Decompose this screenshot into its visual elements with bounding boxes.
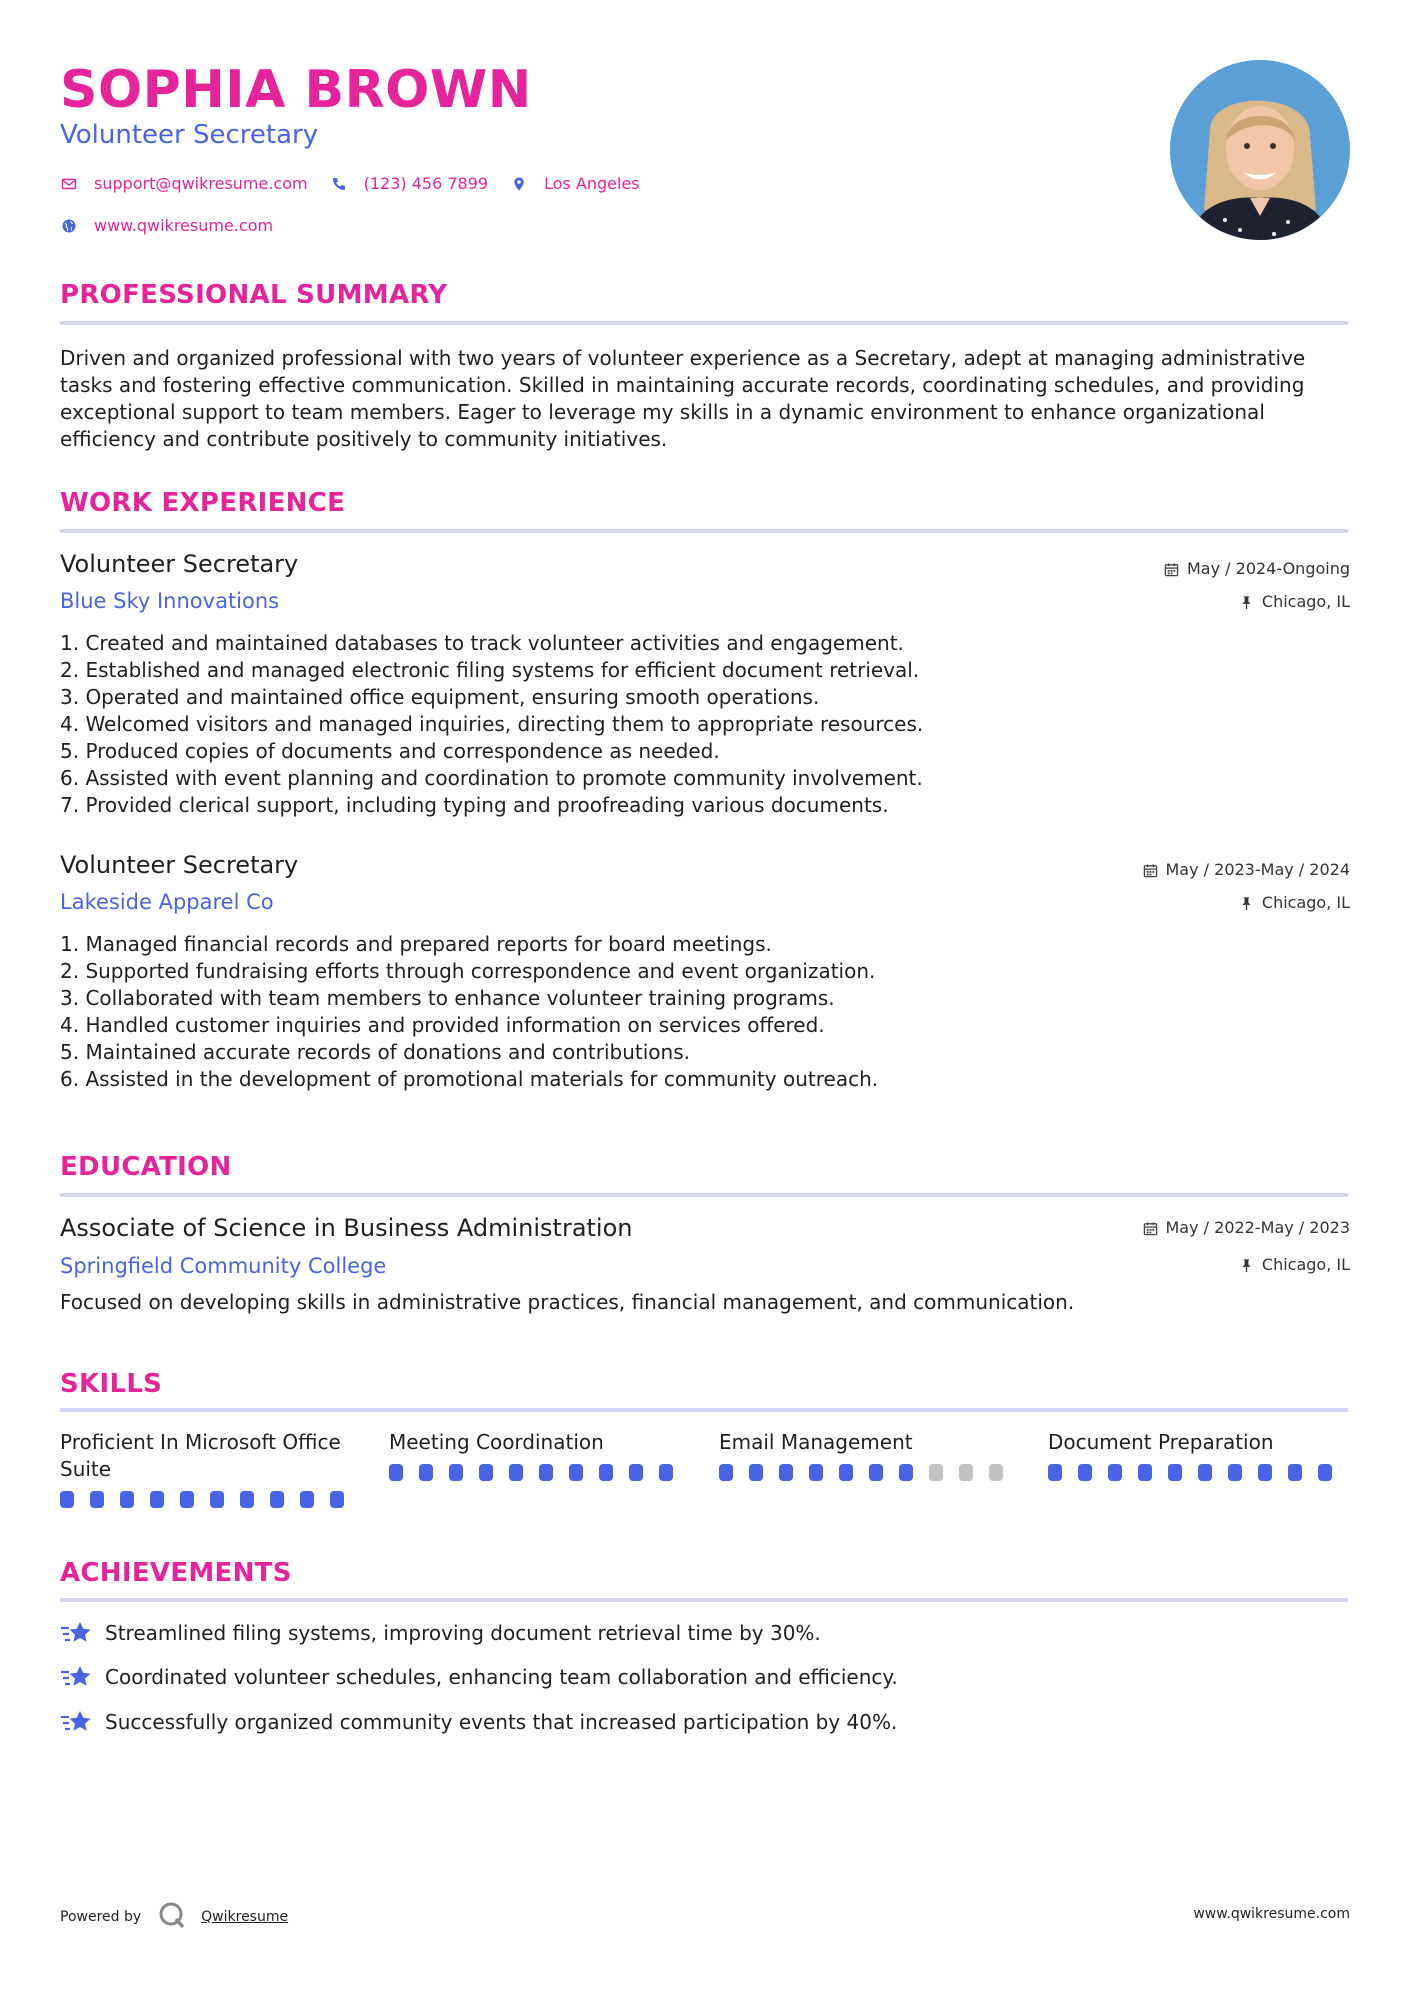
list-item: 5. Maintained accurate records of donations and contributions. xyxy=(60,1040,690,1064)
skill-level-dot xyxy=(1258,1464,1272,1481)
skill-level-dot xyxy=(509,1464,523,1481)
skill-level-dot xyxy=(1288,1464,1302,1481)
skill-name: Proficient In Microsoft Office Suite xyxy=(60,1430,341,1481)
achievement-item xyxy=(60,1663,898,1691)
pushpin-icon xyxy=(1239,896,1254,911)
contact-phone[interactable] xyxy=(330,174,488,193)
skill-level-dot xyxy=(569,1464,583,1481)
achievements-rule xyxy=(60,1598,1348,1602)
list-item: 3. Collaborated with team members to enhance volunteer training programs. xyxy=(60,986,835,1010)
qwikresume-logo-icon xyxy=(157,1900,187,1934)
list-item: 6. Assisted in the development of promotional materials for community outreach. xyxy=(60,1067,879,1091)
skill-level-dot xyxy=(479,1464,493,1481)
list-item: 4. Welcomed visitors and managed inquiries, directing them to appropriate resources. xyxy=(60,712,924,736)
achievement-text: Coordinated volunteer schedules, enhancing team collaboration and efficiency. xyxy=(105,1664,898,1689)
contact-row-2 xyxy=(60,216,295,235)
skill-level-dot xyxy=(240,1491,254,1508)
skill-level-dot xyxy=(599,1464,613,1481)
calendar-icon xyxy=(1143,863,1158,878)
calendar-icon xyxy=(1164,562,1179,577)
job-company: Blue Sky Innovations xyxy=(60,589,280,613)
calendar-icon xyxy=(1143,1221,1158,1236)
star-icon xyxy=(60,1663,92,1691)
contact-location xyxy=(510,174,640,193)
skill-level-meter xyxy=(389,1464,689,1481)
skill-level-dot xyxy=(90,1491,104,1508)
list-item: 2. Supported fundraising efforts through correspondence and event organization. xyxy=(60,959,876,983)
job-location xyxy=(1239,892,1350,914)
contact-row xyxy=(60,174,662,193)
skill-level-dot xyxy=(1228,1464,1242,1481)
skill-level-dot xyxy=(1048,1464,1062,1481)
job-bullets xyxy=(60,630,1160,819)
powered-by-text: Powered by xyxy=(60,1909,142,1925)
skill-name: Document Preparation xyxy=(1048,1430,1274,1454)
job-location-text: Chicago, IL xyxy=(1261,893,1350,912)
list-item: 6. Assisted with event planning and coordination to promote community involvement. xyxy=(60,766,923,790)
star-icon xyxy=(60,1619,92,1647)
location-text: Los Angeles xyxy=(544,174,640,193)
contact-website[interactable] xyxy=(60,216,273,235)
education-location-text: Chicago, IL xyxy=(1261,1255,1350,1274)
email-text: support@qwikresume.com xyxy=(94,174,308,193)
job-title: Volunteer Secretary xyxy=(60,851,299,879)
list-item: 3. Operated and maintained office equipment, ensuring smooth operations. xyxy=(60,685,820,709)
achievement-item xyxy=(60,1619,821,1647)
education-school: Springfield Community College xyxy=(60,1254,387,1278)
envelope-icon xyxy=(60,175,78,193)
skill-level-dot xyxy=(539,1464,553,1481)
skill-level-dot xyxy=(389,1464,403,1481)
summary-title: PROFESSIONAL SUMMARY xyxy=(60,280,448,310)
skill-level-dot xyxy=(629,1464,643,1481)
skill-level-dot xyxy=(1138,1464,1152,1481)
skill-level-dot xyxy=(120,1491,134,1508)
qwikresume-link[interactable]: Qwikresume xyxy=(201,1909,289,1925)
education-degree: Associate of Science in Business Administration xyxy=(60,1214,633,1242)
skill-level-dot xyxy=(60,1491,74,1508)
education-description: Focused on developing skills in administrative practices, financial management, and communication. xyxy=(60,1290,1075,1314)
list-item: 5. Produced copies of documents and correspondence as needed. xyxy=(60,739,720,763)
job-company: Lakeside Apparel Co xyxy=(60,890,274,914)
skill-level-dot xyxy=(419,1464,433,1481)
job-title: Volunteer Secretary xyxy=(60,550,299,578)
achievement-text: Successfully organized community events that increased participation by 40%. xyxy=(105,1709,898,1734)
footer-website[interactable]: www.qwikresume.com xyxy=(1193,1906,1350,1922)
pushpin-icon xyxy=(1239,595,1254,610)
list-item: 2. Established and managed electronic filing systems for efficient document retrieval. xyxy=(60,658,920,682)
skill-level-dot xyxy=(1078,1464,1092,1481)
skill-level-dot xyxy=(749,1464,763,1481)
list-item: 4. Handled customer inquiries and provided information on services offered. xyxy=(60,1013,825,1037)
phone-text: (123) 456 7899 xyxy=(363,174,489,193)
skill-level-dot xyxy=(839,1464,853,1481)
skill-level-dot xyxy=(899,1464,913,1481)
skill-level-dot xyxy=(180,1491,194,1508)
profile-photo xyxy=(1170,60,1350,240)
globe-icon xyxy=(60,217,78,235)
skill-level-meter xyxy=(719,1464,1019,1481)
achievement-text: Streamlined filing systems, improving document retrieval time by 30%. xyxy=(105,1620,821,1645)
candidate-role: Volunteer Secretary xyxy=(60,120,319,150)
skill-name: Meeting Coordination xyxy=(389,1430,604,1454)
skill-level-dot xyxy=(659,1464,673,1481)
summary-text: Driven and organized professional with two years of volunteer experience as a Secretary, adept at managing administrative tasks and fostering effective communication. Skilled in maintaining accurate records, coordinating schedules, and providing exceptional support to team members. Eager to leverage my skills in a dynamic environment to enhance organizational efficiency and contribute positively to community initiatives. xyxy=(60,346,1306,451)
skill-level-dot xyxy=(1318,1464,1332,1481)
job-date xyxy=(1164,558,1350,580)
skill-level-dot xyxy=(989,1464,1003,1481)
skill-level-dot xyxy=(959,1464,973,1481)
skill-item xyxy=(389,1429,689,1481)
skill-item xyxy=(719,1429,1019,1481)
summary-rule xyxy=(60,321,1348,325)
map-pin-icon xyxy=(510,175,528,193)
website-text: www.qwikresume.com xyxy=(94,216,274,235)
education-date-text: May / 2022-May / 2023 xyxy=(1165,1218,1350,1237)
job-date xyxy=(1143,859,1351,881)
footer-powered xyxy=(60,1900,288,1934)
skill-level-dot xyxy=(929,1464,943,1481)
skills-rule xyxy=(60,1408,1348,1412)
skill-level-dot xyxy=(449,1464,463,1481)
skill-level-dot xyxy=(300,1491,314,1508)
skill-level-dot xyxy=(719,1464,733,1481)
education-date xyxy=(1143,1217,1351,1239)
pushpin-icon xyxy=(1239,1258,1254,1273)
skill-level-meter xyxy=(1048,1464,1348,1481)
skill-item xyxy=(60,1429,360,1508)
skill-level-dot xyxy=(779,1464,793,1481)
skill-level-dot xyxy=(330,1491,344,1508)
skill-level-dot xyxy=(210,1491,224,1508)
skill-level-dot xyxy=(270,1491,284,1508)
candidate-name: SOPHIA BROWN xyxy=(60,60,532,120)
skill-level-dot xyxy=(1198,1464,1212,1481)
phone-icon xyxy=(330,175,348,193)
experience-rule xyxy=(60,529,1348,533)
education-location xyxy=(1239,1254,1350,1276)
star-icon xyxy=(60,1708,92,1736)
list-item: 1. Managed financial records and prepared reports for board meetings. xyxy=(60,932,772,956)
list-item: 7. Provided clerical support, including typing and proofreading various documents. xyxy=(60,793,889,817)
skill-level-meter xyxy=(60,1491,360,1508)
job-location xyxy=(1239,591,1350,613)
skill-level-dot xyxy=(1108,1464,1122,1481)
education-title: EDUCATION xyxy=(60,1152,232,1182)
skills-title: SKILLS xyxy=(60,1369,163,1399)
contact-email[interactable] xyxy=(60,174,308,193)
job-date-text: May / 2024-Ongoing xyxy=(1187,559,1350,578)
achievements-title: ACHIEVEMENTS xyxy=(60,1558,292,1588)
job-bullets xyxy=(60,931,1160,1093)
skill-level-dot xyxy=(1168,1464,1182,1481)
job-location-text: Chicago, IL xyxy=(1261,592,1350,611)
experience-title: WORK EXPERIENCE xyxy=(60,488,346,518)
job-date-text: May / 2023-May / 2024 xyxy=(1165,860,1350,879)
skill-level-dot xyxy=(150,1491,164,1508)
list-item: 1. Created and maintained databases to track volunteer activities and engagement. xyxy=(60,631,904,655)
skill-level-dot xyxy=(869,1464,883,1481)
skill-level-dot xyxy=(809,1464,823,1481)
skill-item xyxy=(1048,1429,1348,1481)
achievement-item xyxy=(60,1708,897,1736)
education-rule xyxy=(60,1193,1348,1197)
skill-name: Email Management xyxy=(719,1430,913,1454)
